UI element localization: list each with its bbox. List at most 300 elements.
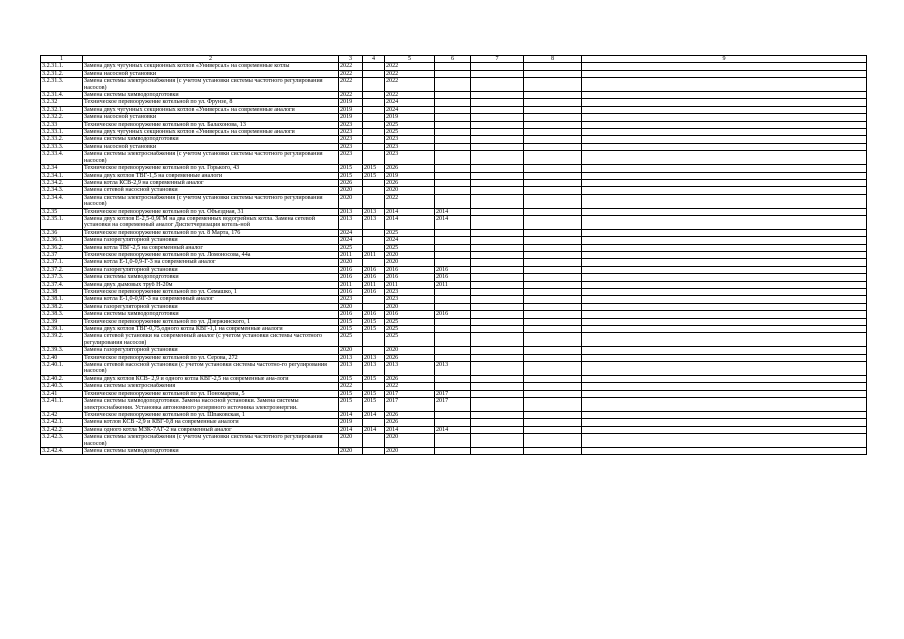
col6-cell [435, 187, 471, 194]
col9-cell [582, 136, 867, 143]
col7-cell [471, 78, 524, 92]
measure-name-cell: Замена двух чугунных секционных котлов «Универсал» на современные аналоги [83, 129, 339, 136]
start-year-cell: 2019 [339, 114, 363, 121]
col9-cell [582, 318, 867, 325]
item-number-cell: 3.2.39.1. [41, 326, 83, 333]
col6-cell [435, 70, 471, 77]
col9-cell [582, 114, 867, 121]
col4-cell: 2016 [363, 311, 385, 318]
col9-cell [582, 362, 867, 376]
col8-cell [524, 318, 582, 325]
measure-name-cell: Замена газорегуляторной установки [83, 266, 339, 273]
table-row [41, 229, 867, 236]
measure-name-cell: Техническое перевооружение котельной по ул. Дзержинского, 1 [83, 318, 339, 325]
col8-cell [524, 326, 582, 333]
col9-cell [582, 347, 867, 354]
col7-cell [471, 129, 524, 136]
col6-cell [435, 447, 471, 454]
table-row [41, 151, 867, 165]
table-row [41, 63, 867, 70]
measure-name-cell: Замена двух дымовых труб Н-20м [83, 281, 339, 288]
table-row [41, 434, 867, 448]
col4-cell [363, 143, 385, 150]
start-year-cell: 2015 [339, 318, 363, 325]
item-number-cell: 3.2.37.4. [41, 281, 83, 288]
col9-cell [582, 63, 867, 70]
table-row [41, 179, 867, 186]
col9-cell [582, 426, 867, 433]
column-number: 9 [582, 56, 867, 63]
col6-cell: 2011 [435, 281, 471, 288]
col7-cell [471, 375, 524, 382]
col9-cell [582, 244, 867, 251]
end-year-cell: 2024 [385, 99, 435, 106]
end-year-cell: 2022 [385, 194, 435, 208]
end-year-cell: 2022 [385, 92, 435, 99]
start-year-cell: 2014 [339, 426, 363, 433]
table-row [41, 383, 867, 390]
col9-cell [582, 143, 867, 150]
col8-cell [524, 447, 582, 454]
measure-name-cell: Замена системы химводоподготовки [83, 311, 339, 318]
end-year-cell: 2023 [385, 143, 435, 150]
col4-cell [363, 187, 385, 194]
col8-cell [524, 419, 582, 426]
col6-cell [435, 179, 471, 186]
col9-cell [582, 251, 867, 258]
start-year-cell: 2011 [339, 281, 363, 288]
start-year-cell: 2025 [339, 333, 363, 347]
table-row [41, 121, 867, 128]
col8-cell [524, 70, 582, 77]
item-number-cell: 3.2.32.2. [41, 114, 83, 121]
col6-cell [435, 259, 471, 266]
col6-cell [435, 303, 471, 310]
col9-cell [582, 289, 867, 296]
end-year-cell: 2026 [385, 411, 435, 418]
col8-cell [524, 311, 582, 318]
col7-cell [471, 311, 524, 318]
end-year-cell: 2013 [385, 362, 435, 376]
start-year-cell: 2025 [339, 244, 363, 251]
col9-cell [582, 229, 867, 236]
col7-cell [471, 114, 524, 121]
col4-cell [363, 92, 385, 99]
col6-cell [435, 129, 471, 136]
col4-cell [363, 106, 385, 113]
column-number: 5 [385, 56, 435, 63]
item-number-cell: 3.2.31.3. [41, 78, 83, 92]
col8-cell [524, 194, 582, 208]
col8-cell [524, 289, 582, 296]
col6-cell [435, 63, 471, 70]
start-year-cell: 2019 [339, 99, 363, 106]
table-row [41, 426, 867, 433]
table-row [41, 237, 867, 244]
end-year-cell: 2022 [385, 70, 435, 77]
col7-cell [471, 121, 524, 128]
item-number-cell: 3.2.38.1. [41, 296, 83, 303]
col6-cell [435, 347, 471, 354]
col8-cell [524, 78, 582, 92]
col6-cell: 2017 [435, 390, 471, 397]
measure-name-cell: Замена двух чугунных секционных котлов «Универсал» на современные котлы [83, 63, 339, 70]
item-number-cell: 3.2.41 [41, 390, 83, 397]
measure-name-cell: Замена насосной установки [83, 114, 339, 121]
col7-cell [471, 70, 524, 77]
start-year-cell: 2014 [339, 411, 363, 418]
table-row [41, 447, 867, 454]
col4-cell [363, 129, 385, 136]
col7-cell [471, 237, 524, 244]
col9-cell [582, 266, 867, 273]
col8-cell [524, 347, 582, 354]
end-year-cell: 2022 [385, 78, 435, 92]
measure-name-cell: Техническое перевооружение котельной по ул. Объездная, 31 [83, 208, 339, 215]
table-row [41, 208, 867, 215]
col8-cell [524, 426, 582, 433]
col4-cell [363, 383, 385, 390]
col6-cell [435, 237, 471, 244]
measure-name-cell: Замена системы химводоподготовки [83, 274, 339, 281]
end-year-cell: 2014 [385, 426, 435, 433]
col8-cell [524, 274, 582, 281]
col7-cell [471, 208, 524, 215]
measure-name-cell: Замена двух котлов ТВГ-1,5 на современные аналоги [83, 172, 339, 179]
col7-cell [471, 398, 524, 412]
col7-cell [471, 259, 524, 266]
end-year-cell: 2025 [385, 129, 435, 136]
measure-name-cell: Замена системы электроснабжения (с учетом установки системы частотного регулирования насосов) [83, 78, 339, 92]
end-year-cell: 2025 [385, 326, 435, 333]
col6-cell [435, 99, 471, 106]
column-number: 4 [363, 56, 385, 63]
start-year-cell: 2022 [339, 78, 363, 92]
col9-cell [582, 434, 867, 448]
end-year-cell: 2025 [385, 318, 435, 325]
item-number-cell: 3.2.35 [41, 208, 83, 215]
col8-cell [524, 259, 582, 266]
end-year-cell: 2014 [385, 208, 435, 215]
col4-cell: 2016 [363, 289, 385, 296]
col4-cell [363, 244, 385, 251]
col4-cell [363, 121, 385, 128]
col7-cell [471, 318, 524, 325]
col9-cell [582, 259, 867, 266]
start-year-cell: 2013 [339, 208, 363, 215]
col4-cell [363, 151, 385, 165]
item-number-cell: 3.2.37.1. [41, 259, 83, 266]
col6-cell [435, 165, 471, 172]
col9-cell [582, 187, 867, 194]
col9-cell [582, 106, 867, 113]
col7-cell [471, 151, 524, 165]
col4-cell [363, 99, 385, 106]
end-year-cell: 2017 [385, 390, 435, 397]
start-year-cell: 2016 [339, 274, 363, 281]
col8-cell [524, 165, 582, 172]
col7-cell [471, 99, 524, 106]
item-number-cell: 3.2.42 [41, 411, 83, 418]
table-row [41, 106, 867, 113]
item-number-cell: 3.2.35.1. [41, 215, 83, 229]
col8-cell [524, 411, 582, 418]
end-year-cell: 2016 [385, 311, 435, 318]
col9-cell [582, 375, 867, 382]
col6-cell [435, 151, 471, 165]
col9-cell [582, 99, 867, 106]
measure-name-cell: Замена котла ТВГ-2,5 на современный аналог [83, 244, 339, 251]
col9-cell [582, 333, 867, 347]
item-number-cell: 3.2.31.2. [41, 70, 83, 77]
item-number-cell: 3.2.33.1. [41, 129, 83, 136]
col4-cell [363, 347, 385, 354]
col7-cell [471, 362, 524, 376]
end-year-cell: 2025 [385, 229, 435, 236]
measure-name-cell: Техническое перевооружение котельной по ул. Шпаковская, 1 [83, 411, 339, 418]
col4-cell: 2015 [363, 390, 385, 397]
col4-cell [363, 419, 385, 426]
item-number-cell: 3.2.40.2. [41, 375, 83, 382]
col6-cell [435, 326, 471, 333]
col9-cell [582, 383, 867, 390]
col8-cell [524, 187, 582, 194]
end-year-cell: 2019 [385, 172, 435, 179]
col4-cell [363, 136, 385, 143]
col9-cell [582, 194, 867, 208]
col4-cell: 2016 [363, 266, 385, 273]
col6-cell [435, 354, 471, 361]
end-year-cell: 2011 [385, 281, 435, 288]
start-year-cell: 2015 [339, 390, 363, 397]
measure-name-cell: Техническое перевооружение котельной по ул. Серова, 272 [83, 354, 339, 361]
item-number-cell: 3.2.38 [41, 289, 83, 296]
col7-cell [471, 251, 524, 258]
col6-cell: 2014 [435, 208, 471, 215]
measure-name-cell: Замена системы электроснабжения (с учетом установки системы частотного регулирования насосов) [83, 434, 339, 448]
col8-cell [524, 215, 582, 229]
end-year-cell: 2022 [385, 63, 435, 70]
item-number-cell: 3.2.39.2. [41, 333, 83, 347]
col9-cell [582, 215, 867, 229]
item-number-cell: 3.2.38.2. [41, 303, 83, 310]
document-page [40, 55, 866, 455]
col9-cell [582, 419, 867, 426]
start-year-cell: 2023 [339, 143, 363, 150]
col8-cell [524, 281, 582, 288]
col4-cell [363, 434, 385, 448]
start-year-cell: 2020 [339, 434, 363, 448]
col7-cell [471, 434, 524, 448]
table-row [41, 194, 867, 208]
col7-cell [471, 63, 524, 70]
item-number-cell: 3.2.34.4. [41, 194, 83, 208]
item-number-cell: 3.2.37.2. [41, 266, 83, 273]
col4-cell [363, 333, 385, 347]
start-year-cell: 2026 [339, 179, 363, 186]
col9-cell [582, 78, 867, 92]
measure-name-cell: Замена насосной установки [83, 143, 339, 150]
col7-cell [471, 143, 524, 150]
col7-cell [471, 347, 524, 354]
column-number: 7 [471, 56, 524, 63]
col8-cell [524, 375, 582, 382]
table-row [41, 99, 867, 106]
end-year-cell: 2024 [385, 106, 435, 113]
end-year-cell: 2020 [385, 259, 435, 266]
col6-cell [435, 251, 471, 258]
start-year-cell: 2013 [339, 362, 363, 376]
item-number-cell: 3.2.39 [41, 318, 83, 325]
col4-cell [363, 296, 385, 303]
end-year-cell: 2026 [385, 375, 435, 382]
col9-cell [582, 411, 867, 418]
col4-cell: 2011 [363, 281, 385, 288]
column-number: 8 [524, 56, 582, 63]
col7-cell [471, 426, 524, 433]
start-year-cell: 2016 [339, 266, 363, 273]
col8-cell [524, 251, 582, 258]
col8-cell [524, 333, 582, 347]
table-row [41, 333, 867, 347]
col8-cell [524, 208, 582, 215]
item-number-cell: 3.2.42.1. [41, 419, 83, 426]
table-row [41, 296, 867, 303]
table-row [41, 347, 867, 354]
col8-cell [524, 398, 582, 412]
col7-cell [471, 411, 524, 418]
item-number-cell: 3.2.33.3. [41, 143, 83, 150]
measure-name-cell: Замена системы химводоподготовки [83, 136, 339, 143]
table-row [41, 303, 867, 310]
table-row [41, 172, 867, 179]
end-year-cell: 2024 [385, 237, 435, 244]
col6-cell: 2013 [435, 362, 471, 376]
col6-cell [435, 289, 471, 296]
col6-cell: 2014 [435, 426, 471, 433]
item-number-cell: 3.2.42.3. [41, 434, 83, 448]
measure-name-cell: Замена системы химводоподготовки [83, 447, 339, 454]
end-year-cell: 2020 [385, 251, 435, 258]
end-year-cell: 2026 [385, 165, 435, 172]
item-number-cell: 3.2.36 [41, 229, 83, 236]
col8-cell [524, 136, 582, 143]
col7-cell [471, 419, 524, 426]
measure-name-cell: Замена системы химводоподготовки. Замена насосной установки. Замена системы электроснабжения. Установка автономного резервного источника электроэнергии. [83, 398, 339, 412]
measure-name-cell: Замена насосной установки [83, 70, 339, 77]
col8-cell [524, 151, 582, 165]
item-number-cell: 3.2.31.1. [41, 63, 83, 70]
end-year-cell: 2023 [385, 151, 435, 165]
col7-cell [471, 296, 524, 303]
table-row [41, 289, 867, 296]
table-row [41, 326, 867, 333]
col8-cell [524, 92, 582, 99]
measure-name-cell: Замена газорегуляторной установки [83, 303, 339, 310]
start-year-cell: 2015 [339, 165, 363, 172]
col6-cell: 2014 [435, 215, 471, 229]
end-year-cell: 2026 [385, 179, 435, 186]
col4-cell: 2015 [363, 326, 385, 333]
measure-name-cell: Замена двух котлов ТВГ-0,75,одного котла КВГ-1,1 на современные аналоги [83, 326, 339, 333]
end-year-cell: 2020 [385, 187, 435, 194]
col7-cell [471, 92, 524, 99]
col8-cell [524, 106, 582, 113]
col4-cell: 2015 [363, 165, 385, 172]
end-year-cell: 2022 [385, 383, 435, 390]
col7-cell [471, 215, 524, 229]
table-row [41, 129, 867, 136]
table-row [41, 244, 867, 251]
table-row [41, 398, 867, 412]
table-row [41, 251, 867, 258]
col4-cell: 2013 [363, 215, 385, 229]
col6-cell: 2017 [435, 398, 471, 412]
start-year-cell: 2020 [339, 347, 363, 354]
start-year-cell: 2020 [339, 194, 363, 208]
col7-cell [471, 136, 524, 143]
col6-cell [435, 194, 471, 208]
column-number: 6 [435, 56, 471, 63]
table-row [41, 354, 867, 361]
table-row [41, 274, 867, 281]
measure-name-cell: Техническое перевооружение котельной по ул. 8 Марта, 176 [83, 229, 339, 236]
col4-cell [363, 303, 385, 310]
item-number-cell: 3.2.42.2. [41, 426, 83, 433]
col6-cell [435, 143, 471, 150]
item-number-cell: 3.2.34 [41, 165, 83, 172]
col4-cell: 2014 [363, 426, 385, 433]
col6-cell [435, 296, 471, 303]
col7-cell [471, 266, 524, 273]
col7-cell [471, 447, 524, 454]
col6-cell [435, 136, 471, 143]
table-row [41, 70, 867, 77]
column-number: 2 [83, 56, 339, 63]
col4-cell [363, 229, 385, 236]
col9-cell [582, 172, 867, 179]
col9-cell [582, 354, 867, 361]
measure-name-cell: Техническое перевооружение котельной по ул. Семашко, 1 [83, 289, 339, 296]
col7-cell [471, 165, 524, 172]
end-year-cell: 2014 [385, 215, 435, 229]
start-year-cell: 2013 [339, 215, 363, 229]
item-number-cell: 3.2.33.2. [41, 136, 83, 143]
col6-cell [435, 333, 471, 347]
col8-cell [524, 390, 582, 397]
measure-name-cell: Техническое перевооружение котельной по ул. Горького, 43 [83, 165, 339, 172]
col6-cell [435, 114, 471, 121]
table-row [41, 165, 867, 172]
measure-name-cell: Замена двух котлов Е-2,5-0,9ГМ на два современных водогрейных котла. Замена сетевой установки на современный аналог Диспетчеризация котель-ной [83, 215, 339, 229]
item-number-cell: 3.2.36.1. [41, 237, 83, 244]
item-number-cell: 3.2.36.2. [41, 244, 83, 251]
start-year-cell: 2023 [339, 129, 363, 136]
start-year-cell: 2023 [339, 136, 363, 143]
table-row [41, 281, 867, 288]
col8-cell [524, 383, 582, 390]
col8-cell [524, 172, 582, 179]
item-number-cell: 3.2.40.3. [41, 383, 83, 390]
col9-cell [582, 281, 867, 288]
column-number: 1 [41, 56, 83, 63]
col9-cell [582, 92, 867, 99]
col8-cell [524, 143, 582, 150]
col4-cell: 2013 [363, 362, 385, 376]
item-number-cell: 3.2.38.3. [41, 311, 83, 318]
item-number-cell: 3.2.32.1. [41, 106, 83, 113]
item-number-cell: 3.2.41.1. [41, 398, 83, 412]
